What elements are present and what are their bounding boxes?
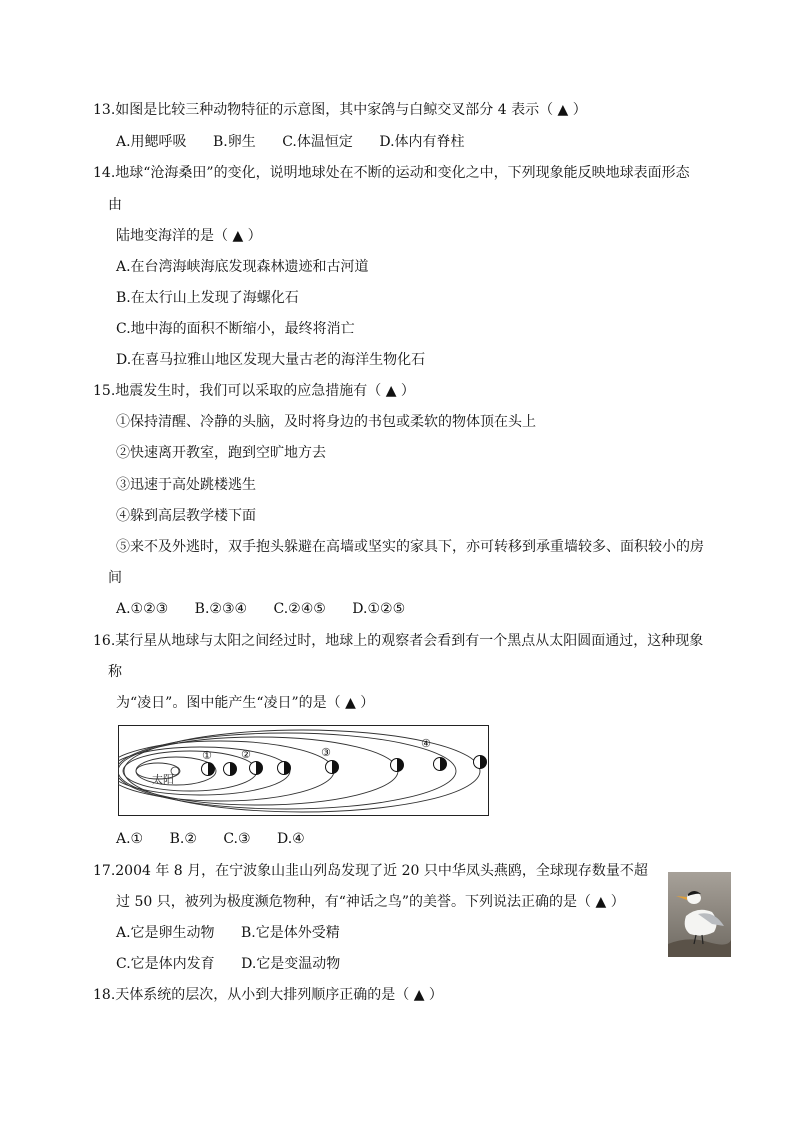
q16-option-d[interactable]: D.④: [277, 831, 305, 847]
q16-stem-line1: 16.某行星从地球与太阳之间经过时，地球上的观察者会看到有一个黑点从太阳圆面通过，这种现象: [93, 633, 704, 649]
sun-label: 太阳: [152, 773, 174, 786]
q17-option-d[interactable]: D.它是变温动物: [241, 956, 341, 972]
q13-option-b[interactable]: B.卵生: [213, 134, 256, 150]
planet-8: [474, 756, 487, 769]
q15-item-5-cont: 间: [108, 570, 122, 586]
orbit-label-3: ③: [321, 746, 331, 759]
q18-stem: 18.天体系统的层次，从小到大排列顺序正确的是（ ▲ ）: [93, 987, 443, 1003]
q17-stem-line2: 过 50 只，被列为极度濒危物种，有“神话之鸟”的美誉。下列说法正确的是（ ▲ ）: [116, 894, 625, 910]
planet-2: [224, 763, 237, 776]
q13-stem: 13.如图是比较三种动物特征的示意图，其中家鸽与白鲸交叉部分 4 表示（ ▲ ）: [93, 102, 587, 118]
q16-options: [116, 829, 327, 849]
planet-1: [202, 763, 215, 776]
solar-orbit-diagram: [118, 725, 489, 816]
q15-item-3: ③迅速于高处跳楼逃生: [116, 477, 256, 493]
q15-option-d[interactable]: D.①②⑤: [352, 601, 406, 617]
q15-option-c[interactable]: C.②④⑤: [273, 601, 326, 617]
q14-stem-line3: 陆地变海洋的是（ ▲ ）: [116, 228, 262, 244]
q14-stem-line2: 由: [108, 197, 122, 213]
q17-options-row1: [116, 923, 362, 943]
orbit-label-2: ②: [241, 748, 251, 761]
q15-item-2: ②快速离开教室，跑到空旷地方去: [116, 445, 326, 461]
q17-option-a[interactable]: A.它是卵生动物: [116, 925, 215, 941]
tern-bird-photo: [668, 872, 731, 957]
q13-options: [116, 132, 487, 152]
planet-3: [250, 762, 263, 775]
q16-stem-line3: 为“凌日”。图中能产生“凌日”的是（ ▲ ）: [116, 695, 375, 711]
q14-option-b[interactable]: B.在太行山上发现了海螺化石: [116, 290, 299, 306]
q15-item-5: ⑤来不及外逃时，双手抱头躲避在高墙或坚实的家具下，亦可转移到承重墙较多、面积较小的房: [116, 539, 704, 555]
q14-option-a[interactable]: A.在台湾海峡海底发现森林遗迹和古河道: [116, 259, 369, 275]
q15-option-b[interactable]: B.②③④: [194, 601, 248, 617]
q14-option-d[interactable]: D.在喜马拉雅山地区发现大量古老的海洋生物化石: [116, 352, 426, 368]
q16-stem-line2: 称: [108, 664, 122, 680]
planet-6: [391, 759, 404, 772]
q13-option-d[interactable]: D.体内有脊柱: [379, 134, 465, 150]
q16-option-c[interactable]: C.③: [223, 831, 251, 847]
q13-option-c[interactable]: C.体温恒定: [282, 134, 353, 150]
q17-option-b[interactable]: B.它是体外受精: [241, 925, 340, 941]
planet-5: [326, 761, 339, 774]
q13-option-a[interactable]: A.用鳃呼吸: [116, 134, 187, 150]
q14-stem-line1: 14.地球“沧海桑田”的变化，说明地球处在不断的运动和变化之中，下列现象能反映地球表面形态: [93, 165, 690, 181]
q14-option-c[interactable]: C.地中海的面积不断缩小，最终将消亡: [116, 321, 355, 337]
orbit-label-1: ①: [202, 749, 212, 762]
q17-stem-line1: 17.2004 年 8 月，在宁波象山韭山列岛发现了近 20 只中华凤头燕鸥，全球现存数量不超: [93, 863, 648, 879]
q15-item-1: ①保持清醒、冷静的头脑，及时将身边的书包或柔软的物体顶在头上: [116, 414, 536, 430]
q15-stem: 15.地震发生时，我们可以采取的应急措施有（ ▲ ）: [93, 383, 415, 399]
q17-options-row2: [116, 954, 362, 974]
q15-options: [116, 599, 427, 619]
q15-item-4: ④躲到高层教学楼下面: [116, 508, 256, 524]
q15-option-a[interactable]: A.①②③: [116, 601, 169, 617]
q16-option-b[interactable]: B.②: [169, 831, 197, 847]
q17-option-c[interactable]: C.它是体内发育: [116, 956, 215, 972]
orbit-label-4: ④: [421, 737, 431, 750]
planet-4: [278, 762, 291, 775]
q16-option-a[interactable]: A.①: [116, 831, 144, 847]
planet-7: [434, 758, 447, 771]
